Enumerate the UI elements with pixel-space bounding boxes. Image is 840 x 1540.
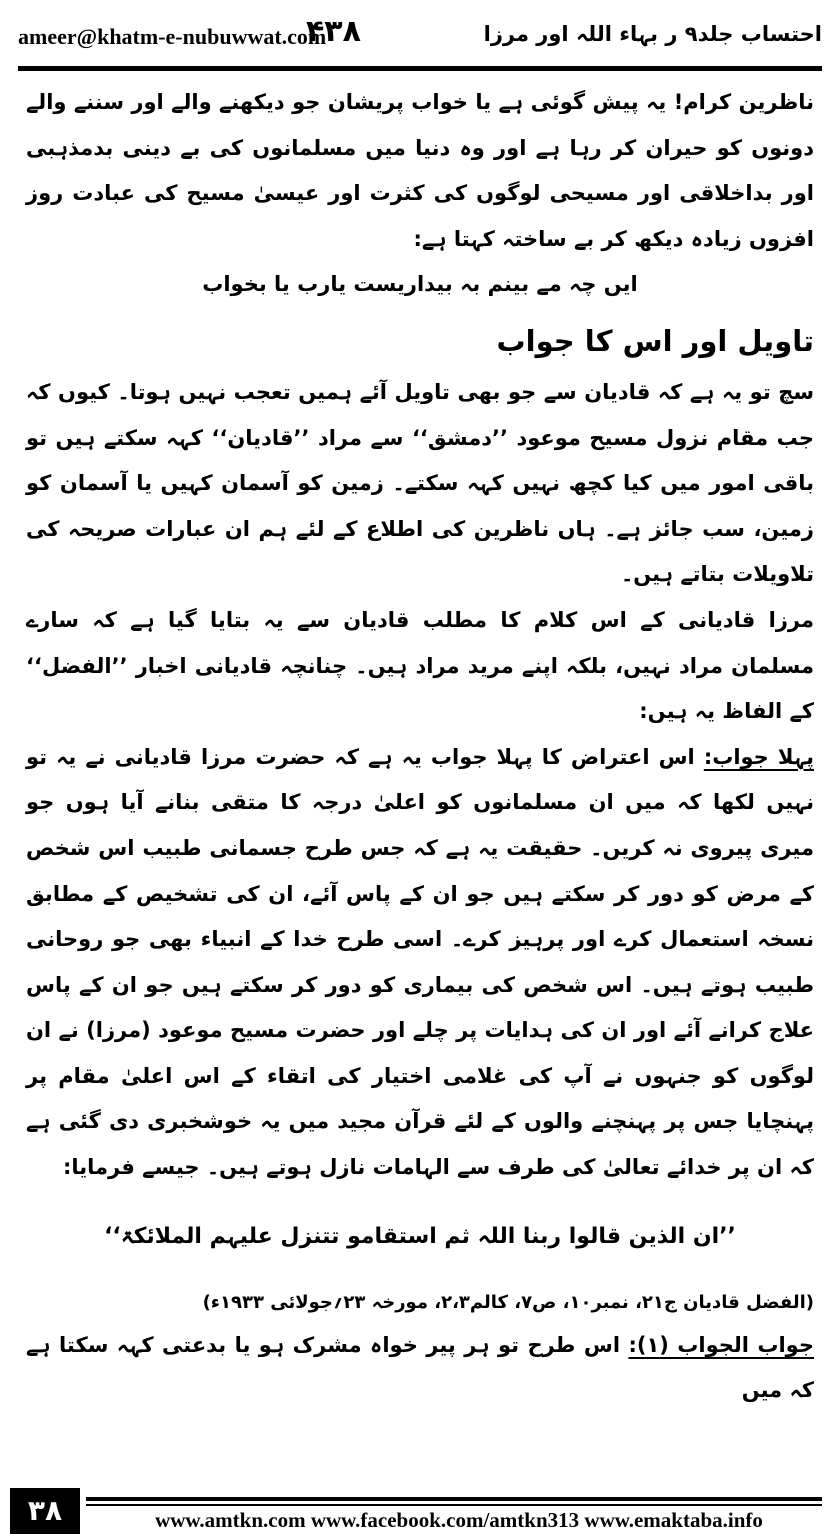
paragraph-truth: سچ تو یہ ہے کہ قادیان سے جو بھی تاویل آئے ہمیں تعجب نہیں ہوتا۔ کیوں کہ جب مقام نزول مسیح موعود ’’دمشق‘‘ سے مراد ’’قادیان‘‘ کہہ سکتے ہیں تو باقی امور میں کیا کچھ نہیں کہہ سکتے۔ زمین کو آسمان کہیں یا آسمان کو زمین، سب جائز ہے۔ ہاں ناظرین کی اطلاع کے لئے ہم ان عبارات صریحہ کی تلاویلات بتاتے ہیں۔ — [26, 379, 814, 587]
header-title: احتساب جلد۹ ر بہاء اللہ اور مرزا — [483, 22, 822, 46]
section-heading: تاویل اور اس کا جواب — [496, 323, 814, 358]
quran-verse: ’’ان الذین قالوا ربنا اللہ ثم استقامو تتنزل علیہم الملائکۃ‘‘ — [104, 1223, 736, 1249]
paragraph-mirza-meaning: مرزا قادیانی کے اس کلام کا مطلب قادیان سے یہ بتایا گیا ہے کہ سارے مسلمان مراد نہیں، بلکہ اپنے مرید مراد ہیں۔ چنانچہ قادیانی اخبار ’’الفضل‘‘ کے الفاظ یہ ہیں: — [26, 607, 814, 724]
paragraph-intro: ناظرین کرام! یہ پیش گوئی ہے یا خواب پریشان جو دیکھنے والے اور سننے والے دونوں کو حیران کر رہا ہے اور وہ دنیا میں مسلمانوں کی بے دینی بدمذہبی اور بداخلاقی اور مسیحی لوگوں کی کثرت اور عیسیٰ مسیح کی عبادت روز افزوں زیادہ دیکھ کر بے ساختہ کہتا ہے: — [26, 90, 814, 251]
first-answer-label: پہلا جواب: — [703, 744, 815, 769]
page-header — [18, 10, 822, 62]
first-answer-text: اس اعتراض کا پہلا جواب یہ ہے کہ حضرت مرزا قادیانی نے یہ تو نہیں لکھا کہ میں ان مسلمانوں کو اعلیٰ درجہ کا متقی بنانے آیا ہوں جو میری پیروی نہ کریں۔ حقیقت یہ ہے کہ جس طرح جسمانی طبیب اس شخص کے مرض کو دور کر سکتے ہیں جو ان کے پاس آئے، ان کی تشخیص کے مطابق نسخہ استعمال کرے اور پرہیز کرے۔ اسی طرح خدا کے انبیاء بھی جو روحانی طبیب ہوتے ہیں۔ اس شخص کی بیماری کو دور کر سکتے ہیں جو ان کے پاس علاج کرانے آئے اور ان کی ہدایات پر چلے اور حضرت مسیح موعود (مرزا) نے ان لوگوں کو جنہوں نے آپ کی غلامی اختیار کی اتقاء کے اس اعلیٰ مقام پر پہنچایا جس پر پہنچنے والوں کے لئے قرآن مجید میں یہ خوشخبری دی گئی ہے کہ ان پر خدائے تعالیٰ کی طرف سے الہامات نازل ہوتے ہیں۔ جیسے فرمایا: — [26, 744, 814, 1180]
rebuttal-label: جواب الجواب (۱): — [628, 1332, 814, 1357]
paragraph-rebuttal — [26, 1323, 814, 1414]
header-email: ameer@khatm-e-nubuwwat.com — [18, 24, 327, 49]
page-body — [26, 80, 814, 1414]
citation: (الفضل قادیان ج۲۱، نمبر۱۰، ص۷، کالم۲،۳، مورخہ ۲۳؍جولائی ۱۹۳۳ء) — [202, 1291, 814, 1313]
header-divider — [18, 66, 822, 71]
footer-page-number: ۳۸ — [10, 1488, 80, 1534]
footer-divider — [86, 1497, 822, 1501]
persian-verse: ایں چہ مے بینم بہ بیداریست یارب یا بخواب — [202, 272, 638, 297]
header-page-number: ۴۳۸ — [306, 14, 361, 49]
paragraph-first-answer — [26, 735, 814, 1191]
footer-links: www.amtkn.com www.facebook.com/amtkn313 www.emaktaba.info — [155, 1508, 763, 1532]
rebuttal-text: اس طرح تو ہر پیر خواہ مشرک ہو یا بدعتی کہہ سکتا ہے کہ میں — [26, 1332, 814, 1403]
footer-divider-thin — [86, 1504, 822, 1506]
